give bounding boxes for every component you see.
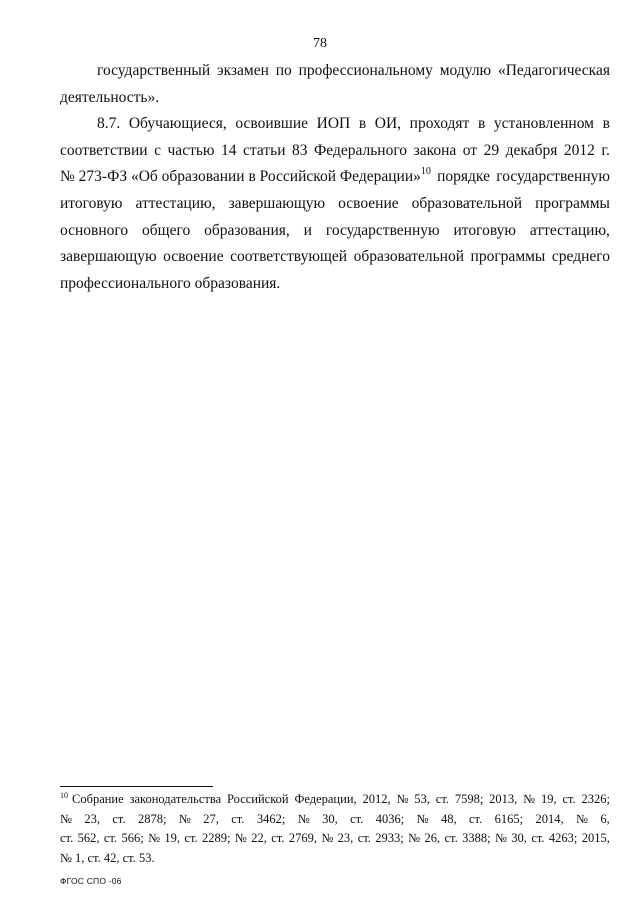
paragraph-2-line-3 [60, 164, 610, 191]
word: 29 [483, 141, 500, 159]
paragraph-2-line-2 [60, 138, 610, 165]
word: 27, [203, 811, 219, 826]
word: в [602, 115, 610, 133]
footnote-line-2 [60, 810, 610, 830]
word: программы [470, 248, 546, 266]
word: № [148, 831, 161, 845]
word: 3462; [256, 811, 286, 826]
word: декабря [505, 141, 558, 159]
word: образовательной [411, 194, 523, 212]
word: Федерации, [294, 792, 357, 806]
word: ст. [562, 792, 576, 806]
word: 83 [292, 141, 308, 159]
word: по [275, 62, 292, 79]
word: 22, [251, 831, 267, 845]
word: 2289; [202, 831, 231, 845]
word: № [60, 811, 72, 826]
footnote-mark: 10 [60, 791, 68, 800]
paragraph-2-line-5 [60, 218, 610, 245]
document-code: ФГОС СПО -06 [60, 876, 122, 886]
word: 19, [164, 831, 181, 845]
word: 4263; [548, 831, 578, 845]
word: 26, [424, 831, 441, 845]
word: и [303, 221, 312, 239]
word: в [477, 115, 486, 133]
word: 8.7. [97, 115, 121, 133]
footnote-block [60, 790, 610, 868]
word: аттестацию, [135, 194, 216, 212]
word: ст. [469, 811, 483, 826]
word: 48, [440, 811, 457, 826]
word: 4036; [375, 811, 405, 826]
word: образовательной [353, 248, 464, 266]
word: аттестацию, [529, 221, 610, 239]
word: образования, [204, 221, 290, 239]
word: 562, [77, 831, 100, 845]
word: частью [167, 141, 215, 159]
word: 19, [540, 792, 557, 806]
footnote-line-1 [60, 790, 610, 810]
word: 14 [221, 141, 237, 159]
word: среднего [551, 248, 610, 266]
footnote-line-4: № 1, ст. 42, ст. 53. [60, 850, 155, 865]
word: 2012 [563, 141, 595, 159]
word: 2326; [581, 792, 610, 806]
paragraph-2-line-3-start: № 273-ФЗ «Об образовании в Российской Федерации»$^{10}$ [60, 166, 431, 186]
main-text [60, 58, 610, 297]
word: ст. [112, 811, 126, 826]
word: № [416, 811, 429, 826]
word: основного [60, 221, 129, 239]
paragraph-2-line-7: профессионального образования. [60, 274, 281, 292]
word: экзамен [216, 62, 269, 79]
paragraph-2-line-3-word: государственную [496, 168, 610, 186]
word: Обучающиеся, [128, 115, 227, 133]
word: 7598; [454, 792, 484, 806]
word: № [321, 831, 334, 845]
word: в [358, 115, 367, 133]
word: 2015, [581, 831, 610, 845]
word: 2769, [288, 831, 317, 845]
word: 2013, [489, 792, 518, 806]
word: Российской [227, 792, 289, 806]
word: итоговую [453, 221, 516, 239]
paragraph-2-line-1 [60, 111, 610, 138]
word: 2933; [375, 831, 404, 845]
word: г. [601, 141, 610, 159]
word: № [523, 792, 536, 806]
word: ст. [357, 831, 371, 845]
word: 2014, [535, 811, 564, 826]
word: ст. [435, 792, 449, 806]
page-number: 78 [313, 36, 327, 51]
word: № [576, 811, 588, 826]
word: 6165; [494, 811, 524, 826]
word: 53, [414, 792, 430, 806]
paragraph-2-line-3-word: порядке [437, 168, 490, 186]
word: ИОП [316, 115, 351, 133]
word: «Педагогическая [497, 62, 610, 79]
footnote-line-1-first: $^{10}$ Собрание [60, 791, 124, 806]
word: профессиональному [298, 62, 433, 79]
word: 566; [121, 831, 144, 845]
word: ст. [231, 811, 245, 826]
word: ст. [271, 831, 285, 845]
word: № [178, 811, 191, 826]
word: итоговую [60, 194, 123, 212]
word: проходят [409, 115, 470, 133]
word: ОИ, [374, 115, 402, 133]
word: освоение [163, 248, 224, 266]
word: № [494, 831, 507, 845]
word: законодательства [129, 792, 222, 806]
footnote-divider [60, 786, 213, 787]
paragraph-2-line-6 [60, 244, 610, 271]
word: № [396, 792, 409, 806]
word: государственную [325, 221, 440, 239]
word: ст. [60, 831, 74, 845]
word: от [462, 141, 478, 159]
word: освоение [338, 194, 399, 212]
word: № [234, 831, 247, 845]
word: ст. [184, 831, 198, 845]
word: ст. [531, 831, 545, 845]
word: закона [413, 141, 457, 159]
paragraph-2-line-4 [60, 191, 610, 218]
word: установленном [493, 115, 594, 133]
word: № [408, 831, 421, 845]
word: ст. [444, 831, 458, 845]
word: 30, [511, 831, 527, 845]
word: 3388; [462, 831, 491, 845]
word: завершающую [228, 194, 326, 212]
word: программы [535, 194, 610, 212]
word: 6, [600, 811, 610, 826]
word: модулю [439, 62, 492, 79]
word: соответствии [60, 141, 148, 159]
word: Федерального [314, 141, 408, 159]
word: освоившие [235, 115, 309, 133]
word: № [297, 811, 310, 826]
word: статьи [243, 141, 286, 159]
word: общего [142, 221, 191, 239]
word: 2878; [137, 811, 167, 826]
word: ст. [103, 831, 118, 845]
word: 30, [322, 811, 338, 826]
word: с [154, 141, 161, 159]
paragraph-1-line-2: деятельность». [60, 88, 160, 106]
paragraph-1-line-1 [60, 58, 610, 85]
word: государственный [97, 62, 211, 79]
footnote-reference[interactable]: 10 [420, 166, 431, 178]
word: 2012, [362, 792, 391, 806]
word: завершающую [60, 248, 157, 266]
word: соответствующей [230, 248, 348, 266]
word: ст. [350, 811, 364, 826]
footnote-line-3 [60, 829, 610, 849]
word: 23, [84, 811, 100, 826]
word: 23, [337, 831, 354, 845]
